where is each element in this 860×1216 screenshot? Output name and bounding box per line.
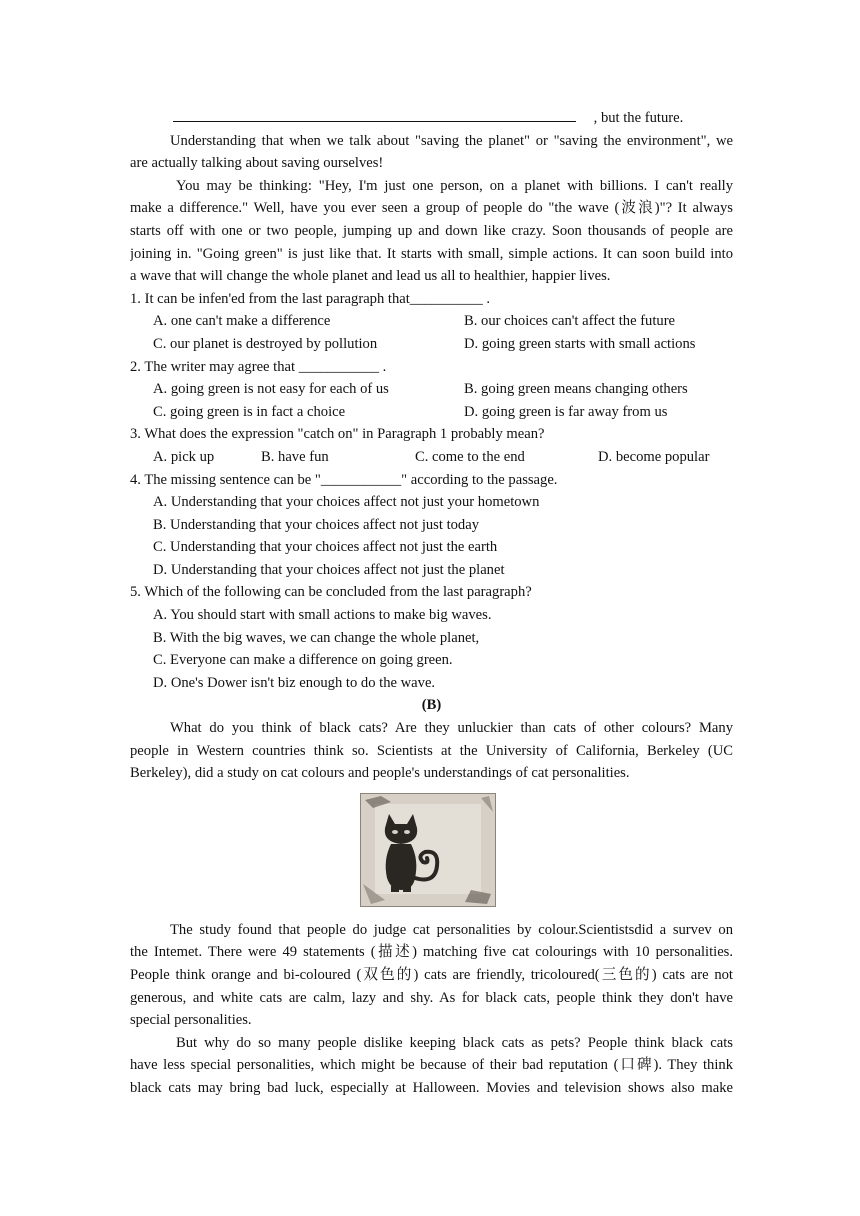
option-row	[130, 401, 733, 424]
option-a: A. pick up	[153, 448, 215, 465]
option-row	[130, 333, 733, 356]
option-c: C. Everyone can make a difference on going green.	[153, 652, 453, 669]
figure-container	[130, 785, 733, 907]
option-d: D. going green starts with small actions	[464, 335, 696, 352]
text-line: a wave that will change the whole planet and lead us all to healthier, happier lives.	[130, 268, 611, 285]
text-line: generous, and white cats are calm, lazy and shy. As for black cats, people think they don't have	[130, 989, 733, 1006]
blank-suffix: , but the future.	[593, 110, 684, 126]
option-b: B. have fun	[261, 448, 329, 465]
spacer	[130, 907, 733, 919]
question-2	[130, 356, 733, 424]
option-a: A. You should start with small actions to make big waves.	[153, 607, 492, 624]
text-line: But why do so many people dislike keeping black cats as pets? People think black cats	[176, 1034, 733, 1051]
text-line: starts off with one or two people, jumping up and down like crazy. Soon thousands of people are	[130, 222, 733, 239]
option-d: D. going green is far away from us	[464, 403, 668, 420]
text-line: joining in. "Going green" is just like that. It starts with small, simple actions. It can soon build into	[130, 245, 733, 262]
option-b: B. our choices can't affect the future	[464, 313, 676, 330]
text-line: You may be thinking: "Hey, I'm just one person, on a planet with billions. I can't really	[176, 177, 733, 194]
question-stem: 5. Which of the following can be concluded from the last paragraph?	[130, 584, 532, 601]
text-line: Understanding that when we talk about "saving the planet" or "saving the environment", we	[170, 132, 733, 149]
paragraph-wave	[130, 175, 733, 288]
document-page	[130, 107, 733, 1100]
question-stem: 4. The missing sentence can be "___________" according to the passage.	[130, 471, 558, 488]
question-stem: 3. What does the expression "catch on" in Paragraph 1 probably mean?	[130, 426, 545, 443]
option-a: A. one can't make a difference	[153, 313, 331, 330]
section-heading: (B)	[421, 697, 442, 714]
question-5	[130, 581, 733, 694]
option-c: C. Understanding that your choices affect not just the earth	[153, 539, 498, 556]
option-a: A. Understanding that your choices affect not just your hometown	[153, 494, 540, 511]
question-stem: 1. It can be infen'ed from the last paragraph that__________ .	[130, 290, 491, 307]
option-c: C. going green is in fact a choice	[153, 403, 346, 420]
option-d: D. become popular	[598, 448, 710, 465]
text-line: special personalities.	[130, 1012, 252, 1029]
text-line: black cats may bring bad luck, especially at Halloween. Movies and television shows also make	[130, 1079, 733, 1096]
option-b: B. Understanding that your choices affect not just today	[153, 516, 479, 533]
question-3	[130, 423, 733, 468]
text-line: What do you think of black cats? Are they unluckier than cats of other colours? Many	[170, 720, 733, 737]
text-line: Berkeley), did a study on cat colours and people's understandings of cat personalities.	[130, 765, 630, 782]
text-line: are actually talking about saving ourselves!	[130, 155, 384, 172]
text-line: People think orange and bi-coloured (双色的) cats are friendly, tricoloured(三色的) cats are not	[130, 967, 733, 983]
black-cat-image	[360, 793, 496, 907]
option-c: C. come to the end	[415, 448, 525, 465]
option-d: D. One's Dower isn't biz enough to do the wave.	[153, 674, 436, 691]
text-line: make a difference." Well, have you ever seen a group of people do "the wave (波浪)"? It always	[130, 200, 733, 217]
question-stem: 2. The writer may agree that ___________ .	[130, 358, 387, 375]
text-line: the Intemet. There were 49 statements (描述) matching five cat colourings with 10 personalities.	[130, 944, 733, 961]
option-row	[130, 378, 733, 401]
option-d: D. Understanding that your choices affect not just the planet	[153, 561, 505, 578]
text-line: people in Western countries think so. Scientists at the University of California, Berkeley (UC	[130, 742, 733, 759]
option-b: B. With the big waves, we can change the whole planet,	[153, 629, 480, 646]
paragraph-b2	[130, 919, 733, 1032]
option-a: A. going green is not easy for each of us	[153, 381, 389, 398]
black-cat-icon	[361, 794, 495, 906]
option-b: B. going green means changing others	[464, 381, 688, 398]
paragraph-b1	[130, 717, 733, 785]
question-4	[130, 469, 733, 582]
blank-line-row	[130, 107, 733, 130]
text-line: The study found that people do judge cat personalities by colour.Scientistsdid a survev on	[170, 921, 733, 938]
text-line: have less special personalities, which might be because of their bad reputation (口碑). They think	[130, 1057, 733, 1074]
paragraph-understanding	[130, 130, 733, 175]
answer-blank	[173, 107, 576, 122]
question-1	[130, 288, 733, 356]
option-c: C. our planet is destroyed by pollution	[153, 335, 378, 352]
paragraph-b3	[130, 1032, 733, 1100]
option-row	[130, 310, 733, 333]
option-row	[130, 446, 733, 469]
